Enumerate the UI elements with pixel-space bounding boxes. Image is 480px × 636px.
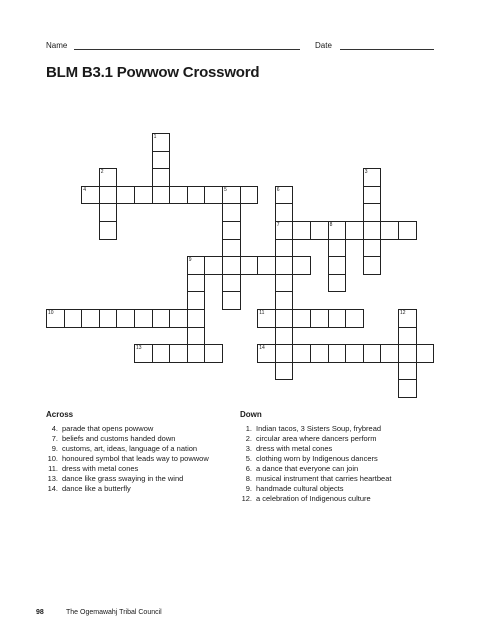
down-heading: Down xyxy=(240,410,262,419)
page-title: BLM B3.1 Powwow Crossword xyxy=(46,64,260,81)
crossword-cell[interactable] xyxy=(275,309,294,328)
clue-number: 11. xyxy=(48,464,58,473)
crossword-cell[interactable] xyxy=(187,291,206,310)
crossword-cell[interactable] xyxy=(416,344,435,363)
crossword-cell[interactable] xyxy=(169,344,188,363)
clue-number: 1. xyxy=(245,424,252,433)
clue-text: dress with metal cones xyxy=(256,444,333,453)
crossword-cell[interactable] xyxy=(169,186,188,205)
crossword-cell[interactable] xyxy=(152,186,171,205)
crossword-cell[interactable] xyxy=(187,309,206,328)
crossword-cell[interactable] xyxy=(398,379,417,398)
crossword-cell[interactable] xyxy=(398,362,417,381)
clue-number: 12. xyxy=(241,494,252,503)
crossword-cell[interactable] xyxy=(275,186,294,205)
crossword-cell[interactable] xyxy=(204,186,223,205)
crossword-cell[interactable] xyxy=(187,186,206,205)
crossword-cell[interactable] xyxy=(398,221,417,240)
crossword-cell[interactable] xyxy=(292,221,311,240)
crossword-cell[interactable] xyxy=(187,256,206,275)
clue-text: dance like a butterfly xyxy=(62,484,131,493)
clue-number: 3 xyxy=(364,169,368,176)
clue-number: 10. xyxy=(47,454,58,463)
crossword-cell[interactable] xyxy=(99,186,118,205)
clue-number: 7 xyxy=(276,222,280,228)
down-clue xyxy=(240,424,391,434)
clue-text: parade that opens powwow xyxy=(62,424,154,433)
crossword-cell[interactable] xyxy=(363,344,382,363)
clue-text: a celebration of Indigenous culture xyxy=(256,494,371,503)
clue-number: 14. xyxy=(47,484,58,493)
crossword-cell[interactable] xyxy=(328,221,347,240)
crossword-cell[interactable] xyxy=(222,291,241,310)
across-clue xyxy=(46,434,209,444)
crossword-cell[interactable] xyxy=(134,309,153,328)
crossword-cell[interactable] xyxy=(99,309,118,328)
crossword-cell[interactable] xyxy=(222,203,241,222)
clue-text: circular area where dancers perform xyxy=(256,434,377,443)
page-number: 98 xyxy=(36,609,44,616)
across-clue xyxy=(46,454,209,464)
crossword-cell[interactable] xyxy=(380,344,399,363)
crossword-cell[interactable] xyxy=(275,327,294,346)
clue-text: musical instrument that carries heartbeat xyxy=(256,474,392,483)
crossword-cell[interactable] xyxy=(152,344,171,363)
crossword-cell[interactable] xyxy=(328,274,347,293)
down-clue-list xyxy=(240,424,391,504)
crossword-cell[interactable] xyxy=(222,221,241,240)
crossword-cell[interactable] xyxy=(152,168,171,187)
crossword-cell[interactable] xyxy=(345,344,364,363)
across-clue-list xyxy=(46,424,209,494)
clue-number: 9 xyxy=(188,257,192,264)
crossword-cell[interactable] xyxy=(328,309,347,328)
crossword-cell[interactable] xyxy=(99,221,118,240)
crossword-cell[interactable] xyxy=(99,203,118,222)
clue-number: 1 xyxy=(153,134,157,140)
clue-text: beliefs and customs handed down xyxy=(62,434,176,443)
clue-number: 13 xyxy=(136,345,142,352)
crossword-cell[interactable] xyxy=(310,221,329,240)
down-clue xyxy=(240,484,391,494)
crossword-cell[interactable] xyxy=(240,256,259,275)
clue-number: 5. xyxy=(245,454,252,463)
across-clue xyxy=(46,484,209,494)
clue-text: honoured symbol that leads way to powwow xyxy=(62,454,209,463)
crossword-cell[interactable] xyxy=(134,344,153,363)
across-clue xyxy=(46,474,209,484)
clue-number: 4. xyxy=(51,424,58,433)
crossword-cell[interactable] xyxy=(345,309,364,328)
crossword-cell[interactable] xyxy=(363,168,382,187)
clue-number: 5 xyxy=(224,186,227,193)
clue-number: 12 xyxy=(400,310,406,316)
crossword-cell[interactable] xyxy=(81,186,100,205)
crossword-cell[interactable] xyxy=(275,221,294,240)
crossword-cell[interactable] xyxy=(152,309,171,328)
clue-number: 9. xyxy=(245,484,252,493)
crossword-cell[interactable] xyxy=(275,291,294,310)
crossword-cell[interactable] xyxy=(222,186,241,205)
clue-number: 9. xyxy=(51,444,58,453)
crossword-cell[interactable] xyxy=(328,344,347,363)
crossword-cell[interactable] xyxy=(222,239,241,258)
clue-number: 8. xyxy=(245,474,252,483)
clue-text: Indian tacos, 3 Sisters Soup, frybread xyxy=(256,424,382,433)
down-section xyxy=(240,410,391,504)
crossword-cell[interactable] xyxy=(380,221,399,240)
clue-number: 6 xyxy=(276,186,280,193)
crossword-cell[interactable] xyxy=(257,309,276,328)
crossword-cell[interactable] xyxy=(275,203,294,222)
clue-number: 8 xyxy=(329,222,333,228)
crossword-cell[interactable] xyxy=(345,221,364,240)
clue-number: 6. xyxy=(245,464,252,473)
crossword-cell[interactable] xyxy=(275,256,294,275)
clue-number: 13. xyxy=(47,474,58,483)
down-clue xyxy=(240,494,391,504)
crossword-cell[interactable] xyxy=(187,344,206,363)
across-clue xyxy=(46,464,209,474)
crossword-cell[interactable] xyxy=(292,256,311,275)
date-label: Date xyxy=(315,41,332,50)
down-clue xyxy=(240,474,391,484)
crossword-cell[interactable] xyxy=(398,309,417,328)
crossword-cell[interactable] xyxy=(328,256,347,275)
clue-text: clothing worn by Indigenous dancers xyxy=(256,454,378,463)
crossword-cell[interactable] xyxy=(222,274,241,293)
crossword-cell[interactable] xyxy=(152,151,171,170)
crossword-cell[interactable] xyxy=(398,327,417,346)
clue-text: dance like grass swaying in the wind xyxy=(62,474,184,483)
crossword-cell[interactable] xyxy=(257,344,276,363)
crossword-cell[interactable] xyxy=(363,186,382,205)
clue-number: 4 xyxy=(83,186,86,193)
clue-number: 11 xyxy=(259,310,265,316)
crossword-cell[interactable] xyxy=(292,344,311,363)
crossword-cell[interactable] xyxy=(398,344,417,363)
clue-text: customs, art, ideas, language of a nation xyxy=(62,444,198,453)
publisher-name: The Ogemawahj Tribal Council xyxy=(66,609,162,616)
crossword-cell[interactable] xyxy=(240,186,259,205)
crossword-cell[interactable] xyxy=(275,344,294,363)
crossword-cell[interactable] xyxy=(204,344,223,363)
crossword-cell[interactable] xyxy=(328,239,347,258)
across-clue xyxy=(46,424,209,434)
crossword-cell[interactable] xyxy=(81,309,100,328)
crossword-cell[interactable] xyxy=(310,344,329,363)
down-clue xyxy=(240,444,391,454)
crossword-cell[interactable] xyxy=(64,309,83,328)
clue-number: 2. xyxy=(245,434,252,443)
crossword-cell[interactable] xyxy=(275,274,294,293)
clue-text: handmade cultural objects xyxy=(256,484,344,493)
clue-text: dress with metal cones xyxy=(62,464,139,473)
crossword-cell[interactable] xyxy=(187,274,206,293)
clue-text: a dance that everyone can join xyxy=(256,464,359,473)
crossword-cell[interactable] xyxy=(363,221,382,240)
crossword-cell[interactable] xyxy=(169,309,188,328)
name-label: Name xyxy=(46,41,68,50)
crossword-cell[interactable] xyxy=(363,239,382,258)
crossword-cell[interactable] xyxy=(292,309,311,328)
crossword-cell[interactable] xyxy=(363,203,382,222)
clue-number: 2 xyxy=(100,169,104,176)
crossword-cell[interactable] xyxy=(116,186,135,205)
across-section xyxy=(46,410,209,494)
clue-number: 14 xyxy=(259,345,265,352)
crossword-cell[interactable] xyxy=(222,256,241,275)
down-clue xyxy=(240,464,391,474)
across-clue xyxy=(46,444,209,454)
crossword-cell[interactable] xyxy=(257,256,276,275)
crossword-cell[interactable] xyxy=(310,309,329,328)
crossword-cell[interactable] xyxy=(116,309,135,328)
down-clue xyxy=(240,434,391,444)
crossword-cell[interactable] xyxy=(204,256,223,275)
crossword-cell[interactable] xyxy=(99,168,118,187)
clue-number: 7. xyxy=(51,434,58,443)
crossword-cell[interactable] xyxy=(187,327,206,346)
crossword-cell[interactable] xyxy=(46,309,65,328)
across-heading: Across xyxy=(46,410,74,419)
clue-number: 10 xyxy=(48,310,54,316)
crossword-cell[interactable] xyxy=(275,239,294,258)
crossword-cell[interactable] xyxy=(152,133,171,152)
crossword-cell[interactable] xyxy=(363,256,382,275)
clue-number: 3. xyxy=(245,444,252,453)
crossword-cell[interactable] xyxy=(134,186,153,205)
down-clue xyxy=(240,454,391,464)
crossword-cell[interactable] xyxy=(275,362,294,381)
